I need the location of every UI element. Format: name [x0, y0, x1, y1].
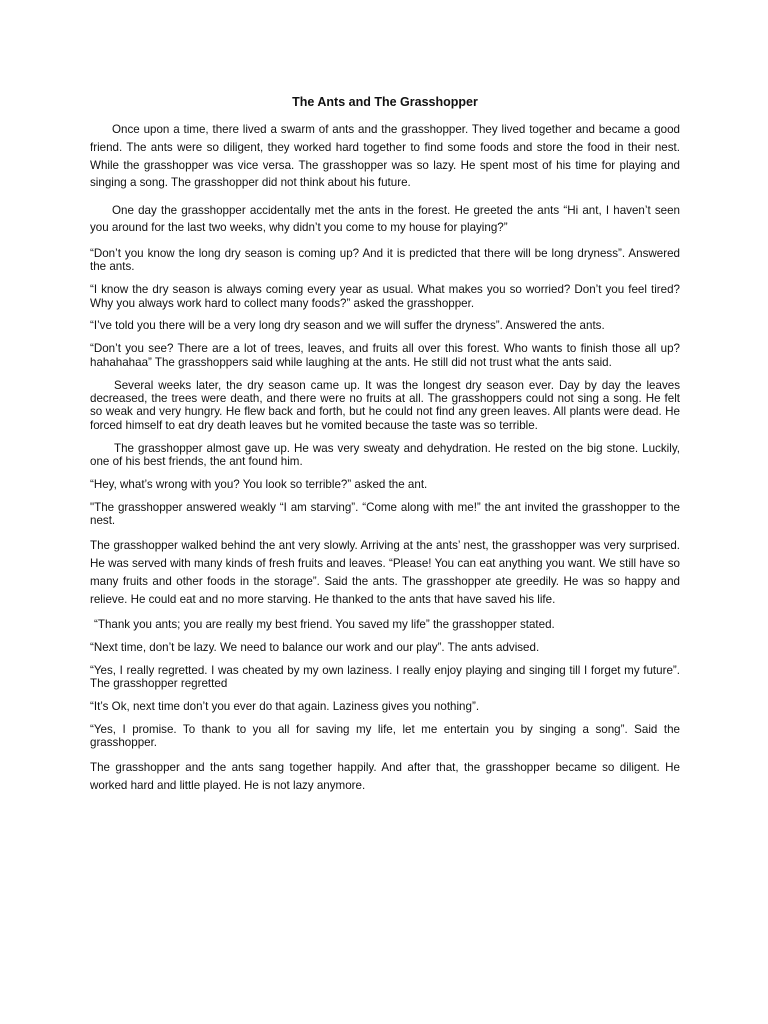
- paragraph-2: One day the grasshopper accidentally met the ants in the forest. He greeted the ants “Hi ant, I haven’t seen you around for the last two weeks, why didn’t you come to my house for playing?”: [90, 203, 680, 235]
- document-title: The Ants and The Grasshopper: [292, 95, 478, 109]
- paragraph-7: Several weeks later, the dry season came up. It was the longest dry season ever. Day by day the leaves decreased, the trees were death, and there were no fruits at all. The grasshoppers could not sing a song. He felt so weak and very hungry. He flew back and forth, but he could not find any green leaves. All plants were dead. He forced himself to eat dry death leaves but he vomited because the taste was so terrible.: [90, 378, 680, 432]
- paragraph-9: “Hey, what’s wrong with you? You look so terrible?” asked the ant.: [90, 478, 428, 492]
- paragraph-16: “Yes, I promise. To thank to you all for saving my life, let me entertain you by singing a song”. Said the grasshopper.: [90, 723, 680, 750]
- document-page: [90, 95, 680, 804]
- paragraph-1: Once upon a time, there lived a swarm of ants and the grasshopper. They lived together and became a good friend. The ants were so diligent, they worked hard together to find some foods and store the food in their nest. While the grasshopper was vice versa. The grasshopper was so lazy. He spent most of his time for playing and singing a song. The grasshopper did not think about his future.: [90, 123, 680, 190]
- paragraph-6: “Don’t you see? There are a lot of trees, leaves, and fruits all over this forest. Who wants to finish those all up? hahahahaa” The grasshoppers said while laughing at the ants. He still did not trust what the ants said.: [90, 342, 680, 369]
- paragraph-13: “Next time, don’t be lazy. We need to balance our work and our play”. The ants advised.: [90, 640, 540, 654]
- paragraph-12: “Thank you ants; you are really my best friend. You saved my life” the grasshopper stated.: [94, 617, 555, 631]
- paragraph-17: The grasshopper and the ants sang together happily. And after that, the grasshopper became so diligent. He worked hard and little played. He is not lazy anymore.: [90, 761, 680, 793]
- paragraph-3: “Don’t you know the long dry season is coming up? And it is predicted that there will be long dryness”. Answered the ants.: [90, 246, 680, 274]
- paragraph-11: The grasshopper walked behind the ant very slowly. Arriving at the ants’ nest, the grasshopper was very surprised. He was served with many kinds of fresh fruits and leaves. “Please! You can eat anything you want. We still have so many fruits and other foods in the storage”. Said the ants. The grasshopper ate greedily. He was so happy and relieve. He could eat and no more starving. He thanked to the ants that have saved his life.: [90, 539, 680, 606]
- paragraph-15: “It’s Ok, next time don’t you ever do that again. Laziness gives you nothing”.: [90, 700, 480, 714]
- paragraph-5: “I’ve told you there will be a very long dry season and we will suffer the dryness”. Answered the ants.: [90, 319, 605, 333]
- paragraph-14: “Yes, I really regretted. I was cheated by my own laziness. I really enjoy playing and singing till I forget my future”. The grasshopper regretted: [90, 663, 680, 691]
- paragraph-8: The grasshopper almost gave up. He was very sweaty and dehydration. He rested on the big stone. Luckily, one of his best friends, the ant found him.: [90, 441, 680, 469]
- paragraph-10: "The grasshopper answered weakly “I am starving”. “Come along with me!” the ant invited the grasshopper to the nest.: [90, 500, 680, 528]
- paragraph-4: “I know the dry season is always coming every year as usual. What makes you so worried? Don’t you feel tired? Why you always work hard to collect many foods?” asked the grasshopper.: [90, 283, 680, 310]
